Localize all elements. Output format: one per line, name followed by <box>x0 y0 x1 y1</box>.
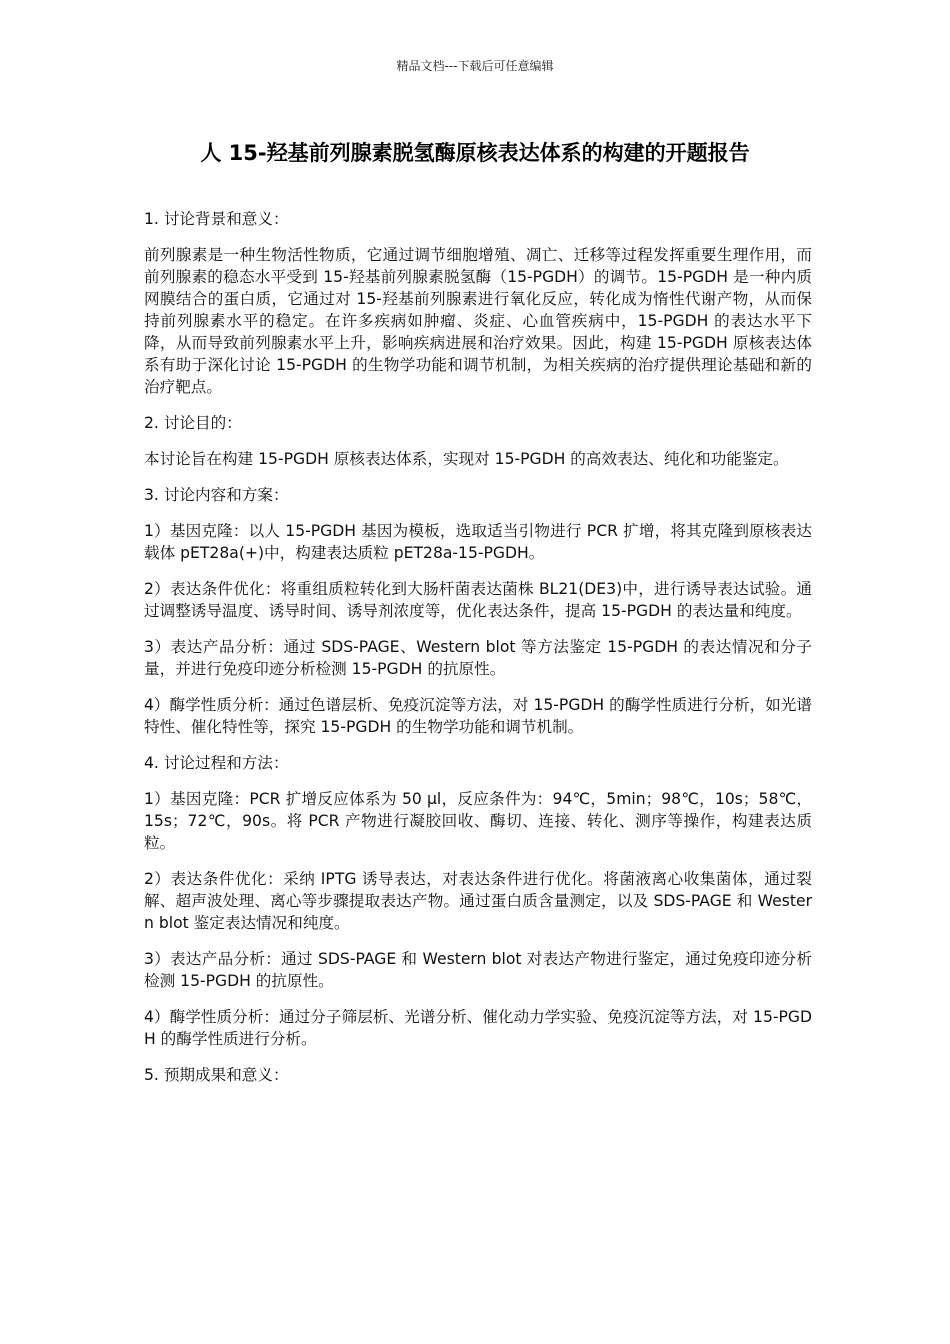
section-heading-content-plan: 3. 讨论内容和方案： <box>144 486 289 504</box>
paragraph-plan-gene-cloning: 1）基因克隆：以人 15-PGDH 基因为模板，选取适当引物进行 PCR 扩增，将其克隆到原核表达载体 pET28a(+)中，构建表达质粒 pET28a-15-PGDH。 <box>144 522 812 562</box>
paragraph-plan-enzyme-analysis: 4）酶学性质分析：通过色谱层析、免疫沉淀等方法，对 15-PGDH 的酶学性质进行分析，如光谱特性、催化特性等，探究 15-PGDH 的生物学功能和调节机制。 <box>144 696 812 736</box>
paragraph-plan-product-analysis: 3）表达产品分析：通过 SDS-PAGE、Western blot 等方法鉴定 15-PGDH 的表达情况和分子量，并进行免疫印迹分析检测 15-PGDH 的抗原性。 <box>144 638 812 678</box>
document-title: 人 15-羟基前列腺素脱氢酶原核表达体系的构建的开题报告 <box>200 141 750 165</box>
paragraph-method-enzyme-analysis: 4）酶学性质分析：通过分子筛层析、光谱分析、催化动力学实验、免疫沉淀等方法，对 15-PGDH 的酶学性质进行分析。 <box>144 1008 812 1048</box>
section-heading-purpose: 2. 讨论目的： <box>144 414 242 432</box>
paragraph-method-expression-optimization: 2）表达条件优化：采纳 IPTG 诱导表达，对表达条件进行优化。将菌液离心收集菌体，通过裂解、超声波处理、离心等步骤提取表达产物。通过蛋白质含量测定，以及 SDS-PAGE 和 Western blot 鉴定表达情况和纯度。 <box>144 870 812 932</box>
paragraph-plan-expression-optimization: 2）表达条件优化：将重组质粒转化到大肠杆菌表达菌株 BL21(DE3)中，进行诱导表达试验。通过调整诱导温度、诱导时间、诱导剂浓度等，优化表达条件，提高 15-PGDH 的表达量和纯度。 <box>144 580 812 620</box>
paragraph-method-product-analysis: 3）表达产品分析：通过 SDS-PAGE 和 Western blot 对表达产物进行鉴定，通过免疫印迹分析检测 15-PGDH 的抗原性。 <box>144 950 812 990</box>
document-body <box>144 208 812 1100</box>
section-heading-expected-results: 5. 预期成果和意义： <box>144 1066 289 1084</box>
header-note: 精品文档---下载后可任意编辑 <box>396 59 554 73</box>
section-heading-background: 1. 讨论背景和意义： <box>144 210 289 228</box>
paragraph-purpose: 本讨论旨在构建 15-PGDH 原核表达体系，实现对 15-PGDH 的高效表达、纯化和功能鉴定。 <box>144 450 789 468</box>
section-heading-process-methods: 4. 讨论过程和方法： <box>144 754 289 772</box>
paragraph-background: 前列腺素是一种生物活性物质，它通过调节细胞增殖、凋亡、迁移等过程发挥重要生理作用，而前列腺素的稳态水平受到 15-羟基前列腺素脱氢酶（15-PGDH）的调节。15-PGDH 是一种内质网膜结合的蛋白质，它通过对 15-羟基前列腺素进行氧化反应，转化成为惰性代谢产物，从而保持前列腺素水平的稳定。在许多疾病如肿瘤、炎症、心血管疾病中，15-PGDH 的表达水平下降，从而导致前列腺素水平上升，影响疾病进展和治疗效果。因此，构建 15-PGDH 原核表达体系有助于深化讨论 15-PGDH 的生物学功能和调节机制，为相关疾病的治疗提供理论基础和新的治疗靶点。 <box>144 246 812 396</box>
paragraph-method-gene-cloning: 1）基因克隆：PCR 扩增反应体系为 50 μl，反应条件为：94℃，5min；98℃，10s；58℃，15s；72℃，90s。将 PCR 产物进行凝胶回收、酶切、连接、转化、测序等操作，构建表达质粒。 <box>144 790 812 852</box>
